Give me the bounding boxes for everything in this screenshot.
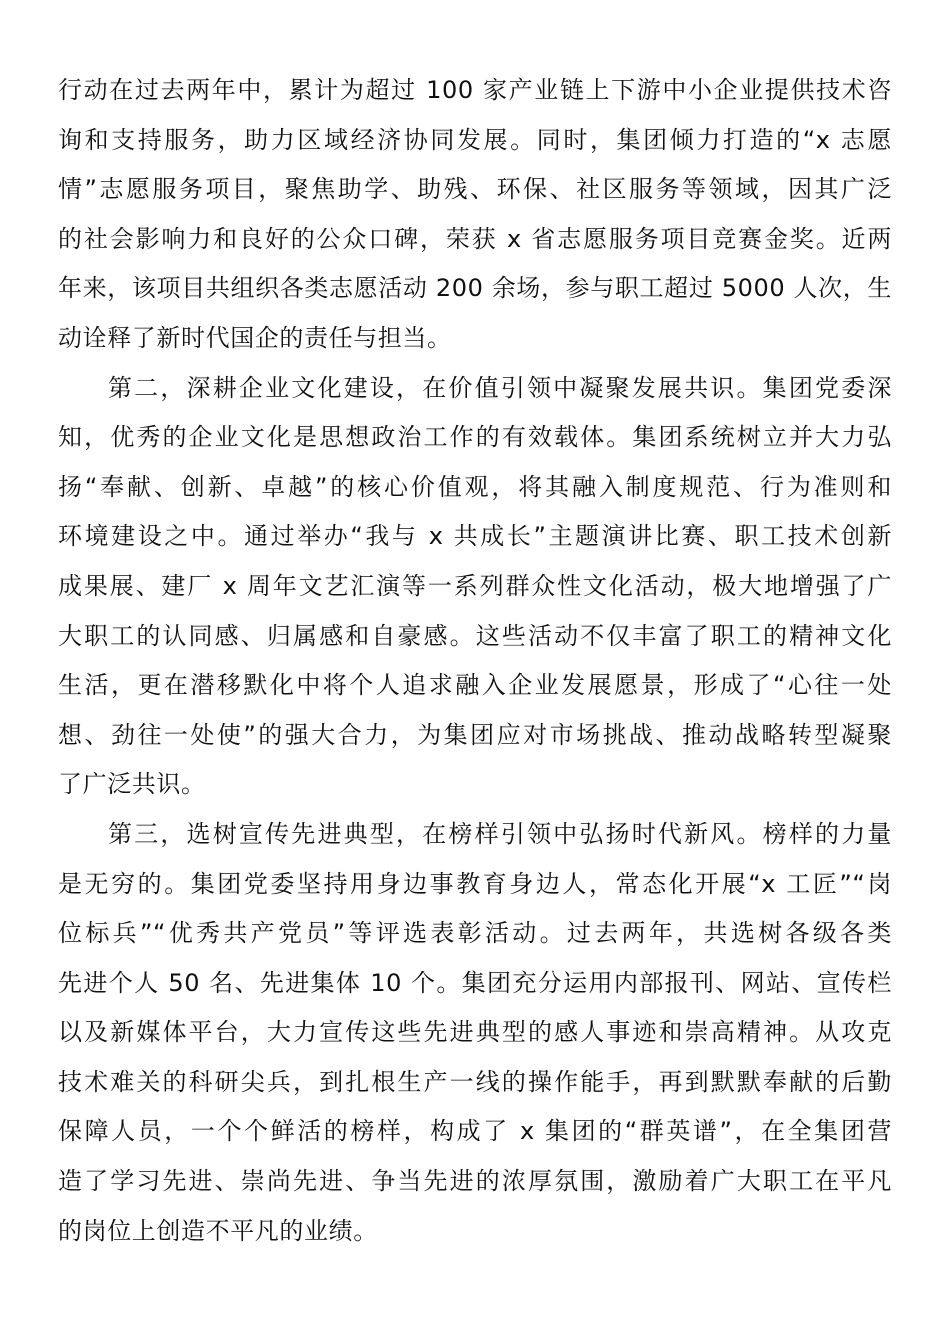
text-line: 大职工的认同感、归属感和自豪感。这些活动不仅丰富了职工的精神文化 <box>58 621 892 650</box>
text-line: 想、劲往一处使”的强大合力，为集团应对市场挑战、推动战略转型凝聚 <box>58 720 892 749</box>
text-line: 以及新媒体平台，大力宣传这些先进典型的感人事迹和崇高精神。从攻克 <box>58 1018 892 1047</box>
text-line: 的社会影响力和良好的公众口碑，荣获 x 省志愿服务项目竞赛金奖。近两 <box>58 224 892 253</box>
paragraph-corporate-culture <box>58 364 892 810</box>
text-line: 技术难关的科研尖兵，到扎根生产一线的操作能手，再到默默奉献的后勤 <box>58 1067 892 1096</box>
text-line: 行动在过去两年中，累计为超过 100 家产业链上下游中小企业提供技术咨 <box>58 76 892 104</box>
text-line: 知，优秀的企业文化是思想政治工作的有效载体。集团系统树立并大力弘 <box>58 423 892 452</box>
text-line: 生活，更在潜移默化中将个人追求融入企业发展愿景，形成了“心往一处 <box>58 671 892 700</box>
text-line: 动诠释了新时代国企的责任与担当。 <box>58 323 452 352</box>
text-line: 第二，深耕企业文化建设，在价值引领中凝聚发展共识。集团党委深 <box>108 373 892 402</box>
text-line: 第三，选树宣传先进典型，在榜样引领中弘扬时代新风。榜样的力量 <box>108 819 892 848</box>
paragraph-role-models <box>58 810 892 1256</box>
text-line: 了广泛共识。 <box>58 770 206 799</box>
text-line: 扬“奉献、创新、卓越”的核心价值观，将其融入制度规范、行为准则和 <box>58 472 892 501</box>
text-line: 环境建设之中。通过举办“我与 x 共成长”主题演讲比赛、职工技术创新 <box>58 522 892 551</box>
text-line: 保障人员，一个个鲜活的榜样，构成了 x 集团的“群英谱”，在全集团营 <box>58 1117 892 1146</box>
text-line: 造了学习先进、崇尚先进、争当先进的浓厚氛围，激励着广大职工在平凡 <box>58 1167 892 1196</box>
paragraph-volunteer-service <box>58 66 892 364</box>
document-page <box>58 66 892 1256</box>
text-line: 年来，该项目共组织各类志愿活动 200 余场，参与职工超过 5000 人次，生 <box>58 274 892 303</box>
text-line: 询和支持服务，助力区域经济协同发展。同时，集团倾力打造的“x 志愿 <box>58 125 892 154</box>
text-line: 情”志愿服务项目，聚焦助学、助残、环保、社区服务等领域，因其广泛 <box>58 175 892 204</box>
text-line: 先进个人 50 名、先进集体 10 个。集团充分运用内部报刊、网站、宣传栏 <box>58 968 892 997</box>
text-line: 成果展、建厂 x 周年文艺汇演等一系列群众性文化活动，极大地增强了广 <box>58 571 892 600</box>
text-line: 的岗位上创造不平凡的业绩。 <box>58 1216 378 1245</box>
text-line: 是无穷的。集团党委坚持用身边事教育身边人，常态化开展“x 工匠”“岗 <box>58 869 892 898</box>
text-line: 位标兵”“优秀共产党员”等评选表彰活动。过去两年，共选树各级各类 <box>58 919 892 948</box>
